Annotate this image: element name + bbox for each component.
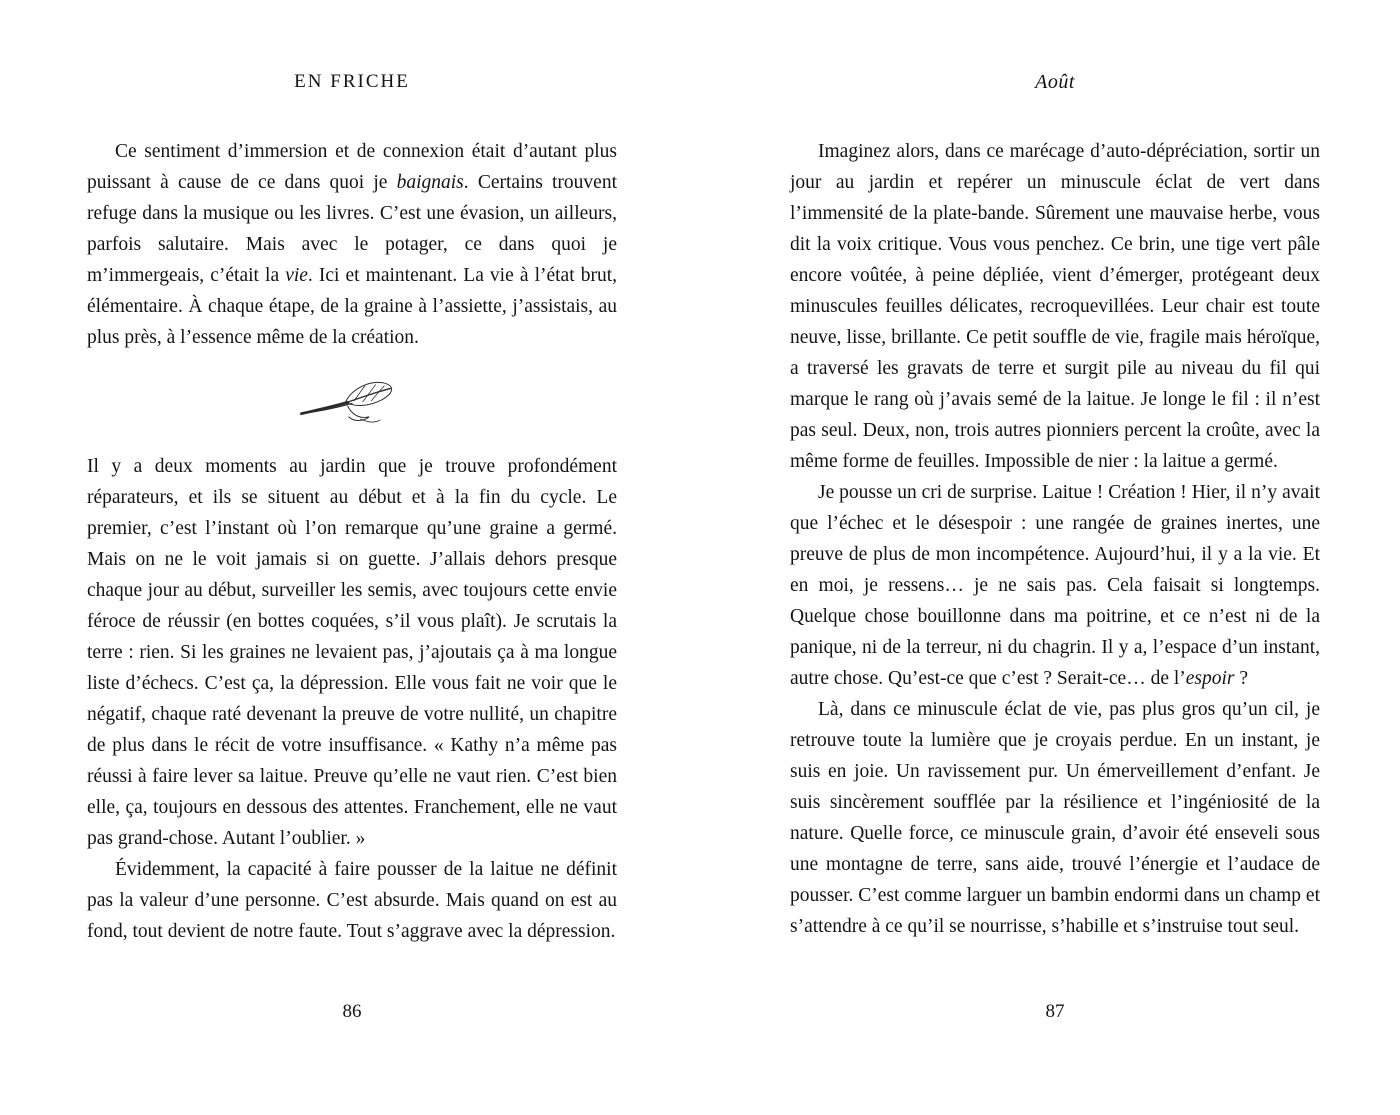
text-block-right <box>790 0 1320 942</box>
paragraph <box>87 136 617 353</box>
section-break <box>87 375 617 435</box>
text-segment: Évidemment, la capacité à faire pousser de la laitue ne définit pas la valeur d’une personne. C’est absurde. Mais quand on est au fond, tout devient de notre faute. Tout s’aggrave avec la dépression. <box>87 859 617 942</box>
text-segment-italic: vie <box>285 265 308 286</box>
text-segment: Là, dans ce minuscule éclat de vie, pas plus gros qu’un cil, je retrouve toute la lumière que je croyais perdue. En un instant, je suis en joie. Un ravissement pur. Un émerveillement d’enfant. Je suis sincèrement soufflée par la résilience et l’ingéniosité de la nature. Quelle force, ce minuscule grain, d’avoir été enseveli sous une montagne de terre, sans aide, trouvé l’énergie et l’audace de pousser. C’est comme larguer un bambin endormi dans un champ et s’attendre à ce qu’il se nourrisse, s’habille et s’instruise tout seul. <box>790 699 1320 937</box>
text-segment: Ce sentiment d’immersion et de connexion était d’autant plus puissant à cause de ce dans quoi je <box>87 141 617 193</box>
running-head-book-title: EN FRICHE <box>294 71 410 92</box>
text-segment: Il y a deux moments au jardin que je trouve profondément réparateurs, et ils se situent au début et à la fin du cycle. Le premier, c’est l’instant où l’on remarque qu’une graine a germé. Mais on ne le voit jamais si on guette. J’allais dehors presque chaque jour au début, surveiller les semis, avec toujours cette envie féroce de réussir (en bottes coquées, s’il vous plaît). Je scrutais la terre : rien. Si les graines ne levaient pas, j’ajoutais ça à ma longue liste d’échecs. C’est ça, la dépression. Elle vous fait ne voir que le négatif, chaque raté devenant la preuve de votre nullité, un chapitre de plus dans le récit de votre insuffisance. « Kathy n’a même pas réussi à faire lever sa laitue. Preuve qu’elle ne vaut rien. C’est bien elle, ça, toujours en dessous des attentes. Franchement, elle ne vaut pas grand-chose. Autant l’oublier. » <box>87 456 617 849</box>
leaf-sketch-ornament-icon <box>298 375 406 433</box>
page-number-left: 86 <box>342 1001 362 1022</box>
page-body-left <box>87 136 617 947</box>
paragraph <box>87 451 617 854</box>
paragraph <box>87 854 617 947</box>
page-right <box>700 0 1400 1115</box>
page-body-right <box>790 136 1320 942</box>
page-number-right: 87 <box>1045 1001 1065 1022</box>
paragraph <box>790 136 1320 477</box>
paragraph <box>790 694 1320 942</box>
text-segment-italic: baignais <box>396 172 464 193</box>
text-segment: Imaginez alors, dans ce marécage d’auto-dépréciation, sortir un jour au jardin et repérer un minuscule éclat de vert dans l’immensité de la plate-bande. Sûrement une mauvaise herbe, vous dit la voix critique. Vous vous penchez. Ce brin, une tige vert pâle encore voûtée, à peine dépliée, vient d’émerger, protégeant deux minuscules feuilles délicates, recroquevillées. Leur chair est toute neuve, lisse, brillante. Ce petit souffle de vie, fragile mais héroïque, a traversé les gravats de terre et surgit pile au niveau du fil qui marque le rang où j’avais semé de la laitue. Je longe le fil : il n’est pas seul. Deux, non, trois autres pionniers percent la croûte, avec la même forme de feuilles. Impossible de nier : la laitue a germé. <box>790 141 1320 472</box>
paragraph <box>790 477 1320 694</box>
body-section <box>790 136 1320 942</box>
text-segment-italic: espoir <box>1185 668 1235 689</box>
running-head-chapter-title: Août <box>1035 71 1075 93</box>
text-segment: ? <box>1234 668 1249 689</box>
text-segment: . Ici et maintenant. La vie à l’état brut, élémentaire. À chaque étape, de la graine à l’assiette, j’assistais, au plus près, à l’essence même de la création. <box>87 265 617 348</box>
text-segment: . Certains trouvent refuge dans la musique ou les livres. C’est une évasion, un ailleurs, parfois salutaire. Mais avec le potager, ce dans quoi je m’immergeais, c’était la <box>87 172 618 286</box>
body-section <box>87 136 617 353</box>
body-section <box>87 451 617 947</box>
text-block-left <box>87 0 617 947</box>
text-segment: Je pousse un cri de surprise. Laitue ! Création ! Hier, il n’y avait que l’échec et le désespoir : une rangée de graines inertes, une preuve de plus de mon incompétence. Aujourd’hui, il y a la vie. Et en moi, je ressens… je ne sais pas. Cela faisait si longtemps. Quelque chose bouillonne dans ma poitrine, et ce n’est ni de la panique, ni de la terreur, ni du chagrin. Il y a, l’espace d’un instant, autre chose. Qu’est-ce que c’est ? Serait-ce… de l’ <box>790 482 1320 689</box>
